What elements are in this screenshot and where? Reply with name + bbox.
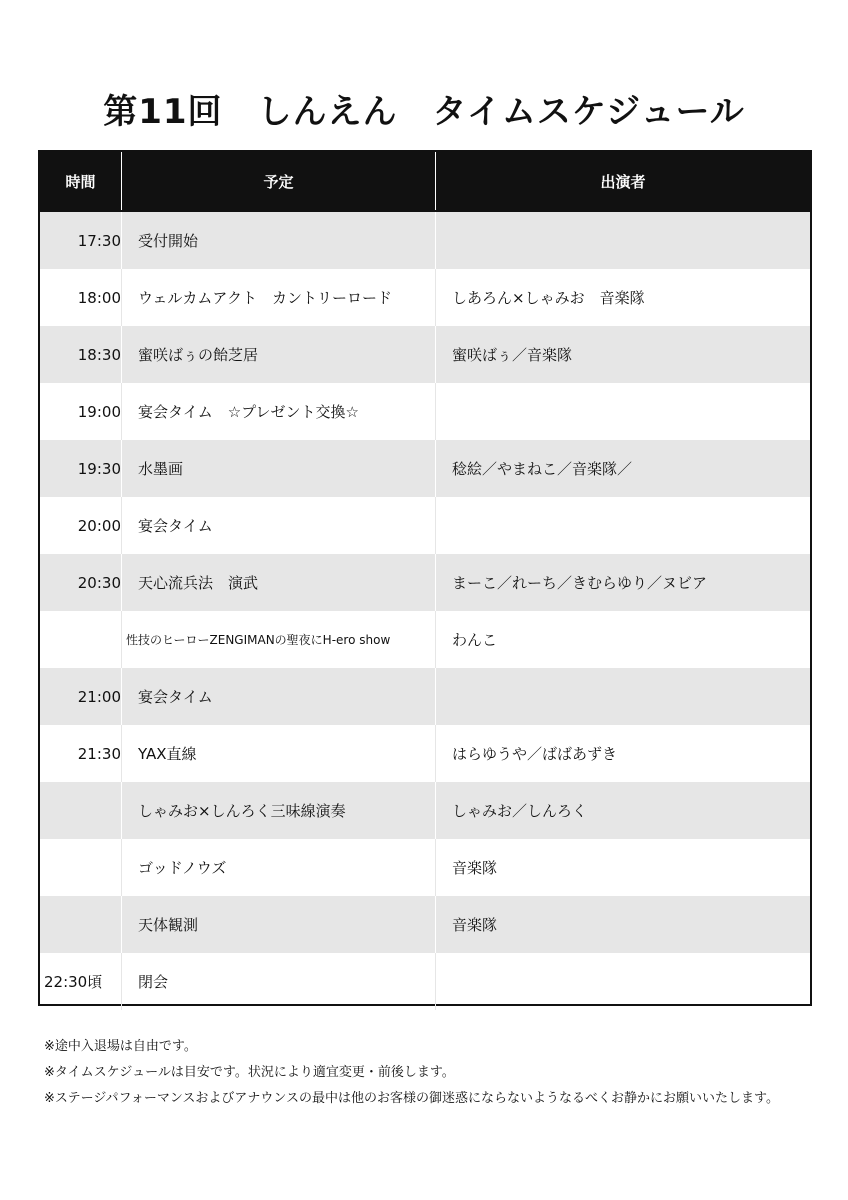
header-performer: 出演者 (600, 172, 646, 191)
table-row (40, 725, 810, 782)
note-item: ※タイムスケジュールは目安です。状況により適宜変更・前後します。 (44, 1065, 455, 1080)
row-performer: しあろん×しゃみお 音楽隊 (452, 289, 645, 307)
row-event: しゃみお×しんろく三味線演奏 (122, 782, 436, 839)
row-event: 性技のヒーローZENGIMANの聖夜にH-ero show (122, 611, 436, 668)
row-event: 天心流兵法 演武 (122, 554, 436, 611)
note-item: ※途中入退場は自由です。 (44, 1039, 197, 1054)
row-performer (436, 953, 810, 1010)
row-event: ウェルカムアクト カントリーロード (122, 269, 436, 326)
row-performer (436, 497, 810, 554)
table-row (40, 611, 810, 668)
table-header (40, 152, 810, 210)
table-row (40, 953, 810, 1010)
row-performer: 音楽隊 (452, 916, 498, 934)
notes (44, 1034, 779, 1112)
table-row (40, 269, 810, 326)
row-performer (436, 212, 810, 269)
row-event: 蜜咲ばぅの飴芝居 (122, 326, 436, 383)
table-row (40, 212, 810, 269)
row-time (40, 611, 122, 668)
table-row (40, 839, 810, 896)
note-item: ※ステージパフォーマンスおよびアナウンスの最中は他のお客様の御迷惑にならないようなるべくお静かにお願いいたします。 (44, 1091, 779, 1106)
header-event: 予定 (122, 152, 436, 210)
row-time: 21:30 (40, 725, 122, 782)
row-time: 19:00 (40, 383, 122, 440)
header-time: 時間 (40, 152, 122, 210)
row-performer: まーこ／れーち／きむらゆり／ヌビア (452, 574, 708, 592)
table-row (40, 326, 810, 383)
page-title: 第11回 しんえん タイムスケジュール (103, 92, 745, 132)
row-time: 18:00 (40, 269, 122, 326)
row-time: 22:30頃 (40, 953, 122, 1010)
row-performer: はらゆうや／ばばあずき (452, 745, 618, 763)
row-time (40, 839, 122, 896)
row-time: 17:30 (40, 212, 122, 269)
row-event: ゴッドノウズ (122, 839, 436, 896)
row-event: YAX直線 (122, 725, 436, 782)
row-time (40, 782, 122, 839)
row-event: 受付開始 (122, 212, 436, 269)
row-time: 20:30 (40, 554, 122, 611)
row-event: 閉会 (122, 953, 436, 1010)
table-row (40, 554, 810, 611)
row-performer: 蜜咲ばぅ／音楽隊 (452, 346, 573, 364)
table-row (40, 782, 810, 839)
row-event: 宴会タイム (122, 668, 436, 725)
table-row (40, 497, 810, 554)
row-time: 18:30 (40, 326, 122, 383)
row-time: 21:00 (40, 668, 122, 725)
row-performer (436, 383, 810, 440)
table-row (40, 896, 810, 953)
row-time: 19:30 (40, 440, 122, 497)
row-performer: 音楽隊 (452, 859, 498, 877)
table-row (40, 383, 810, 440)
row-performer: しゃみお／しんろく (452, 802, 588, 820)
row-performer (436, 668, 810, 725)
table-row (40, 440, 810, 497)
row-event: 宴会タイム (122, 497, 436, 554)
schedule-table (38, 150, 812, 1006)
row-time (40, 896, 122, 953)
row-performer: わんこ (452, 631, 498, 649)
row-event: 天体観測 (122, 896, 436, 953)
row-event: 水墨画 (122, 440, 436, 497)
table-row (40, 668, 810, 725)
row-time: 20:00 (40, 497, 122, 554)
row-event: 宴会タイム ☆プレゼント交換☆ (122, 383, 436, 440)
row-performer: 稔絵／やまねこ／音楽隊／ (452, 460, 633, 478)
